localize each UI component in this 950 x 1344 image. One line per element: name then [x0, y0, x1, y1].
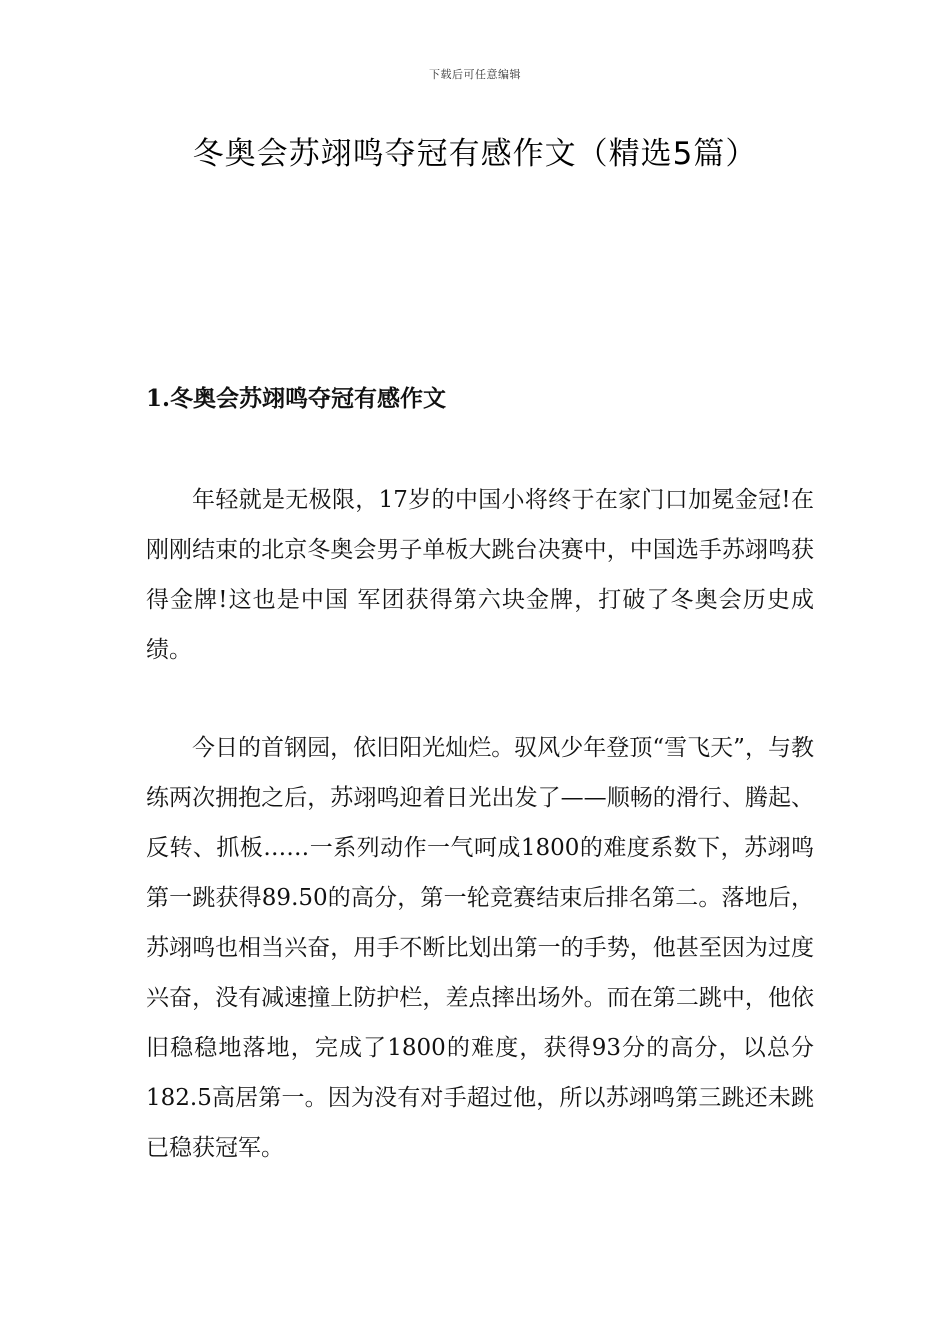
- header-note: 下载后可任意编辑: [429, 68, 521, 81]
- body-paragraph: 今日的首钢园，依旧阳光灿烂。驭风少年登顶“雪飞天”，与教练两次拥抱之后，苏翊鸣迎着日光出发了——顺畅的滑行、腾起、反转、抓板……一系列动作一气呵成1800的难度系数下，苏翊鸣第一跳获得89.50的高分，第一轮竞赛结束后排名第二。落地后，苏翊鸣也相当兴奋，用手不断比划出第一的手势，他甚至因为过度兴奋，没有减速撞上防护栏，差点摔出场外。而在第二跳中，他依旧稳稳地落地，完成了1800的难度，获得93分的高分，以总分182.5高居第一。因为没有对手超过他，所以苏翊鸣第三跳还未跳已稳获冠军。: [146, 735, 814, 1161]
- document-title: 冬奥会苏翊鸣夺冠有感作文（精选5篇）: [192, 136, 758, 172]
- section-heading: 1.冬奥会苏翊鸣夺冠有感作文: [146, 385, 447, 412]
- body-paragraph: 年轻就是无极限，17岁的中国小将终于在家门口加冕金冠!在刚刚结束的北京冬奥会男子单板大跳台决赛中，中国选手苏翊鸣获得金牌!这也是中国 军团获得第六块金牌，打破了冬奥会历史成绩。: [146, 487, 814, 663]
